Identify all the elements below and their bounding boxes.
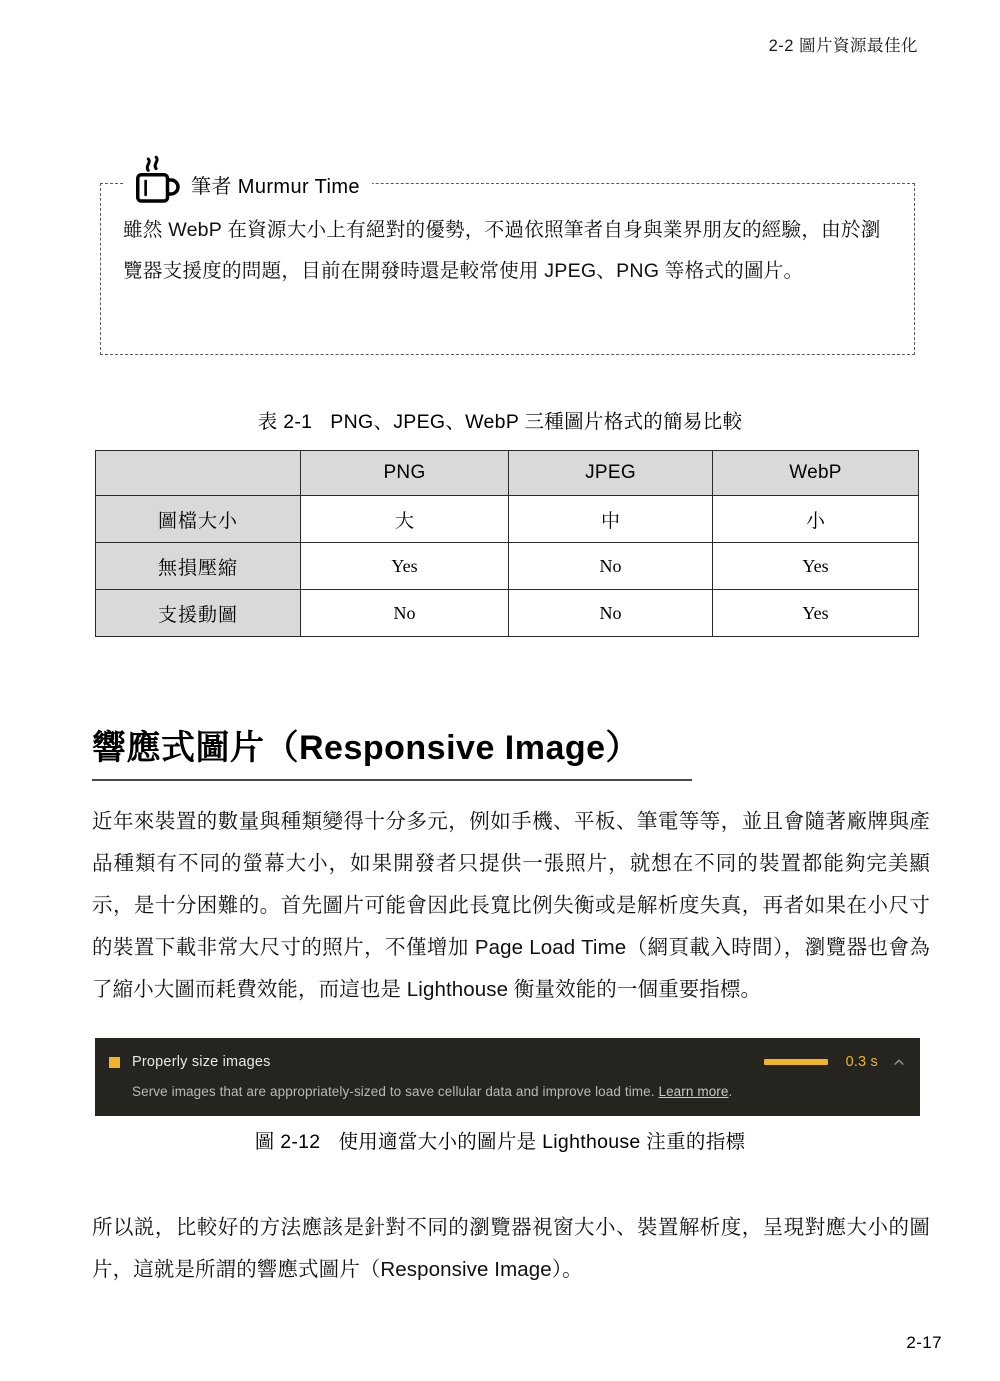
table-cell: No	[509, 543, 713, 590]
page-number: 2-17	[906, 1333, 942, 1352]
lighthouse-audit-title: Properly size images	[132, 1054, 271, 1070]
murmur-body-text: 雖然 WebP 在資源大小上有絕對的優勢，不過依照筆者自身與業界朋友的經驗，由於瀏覽器支援度的問題，目前在開發時還是較常使用 JPEG、PNG 等格式的圖片。	[123, 219, 881, 282]
lighthouse-audit-description	[132, 1084, 732, 1099]
table-row-label: 支援動圖	[96, 590, 301, 637]
table-header-row	[96, 451, 919, 496]
table-cell: Yes	[713, 590, 919, 637]
lighthouse-description-text: Serve images that are appropriately-sized to save cellular data and improve load time.	[132, 1084, 659, 1099]
murmur-callout-box	[100, 175, 915, 355]
figure-caption-text: 使用適當大小的圖片是 Lighthouse 注重的指標	[338, 1131, 746, 1153]
table-cell: Yes	[713, 543, 919, 590]
format-comparison-table	[95, 450, 919, 637]
table-cell: Yes	[301, 543, 509, 590]
table-cell: No	[509, 590, 713, 637]
table-caption-label: 表 2-1	[257, 411, 313, 433]
lighthouse-audit-header[interactable]	[95, 1048, 920, 1076]
coffee-cup-icon	[129, 160, 191, 208]
table-header-webp: WebP	[713, 451, 919, 496]
figure-caption-label: 圖 2-12	[254, 1131, 321, 1153]
warning-square-icon	[109, 1057, 120, 1068]
lighthouse-metric-value: 0.3 s	[845, 1054, 878, 1070]
table-header-jpeg: JPEG	[509, 451, 713, 496]
figure-caption	[0, 1126, 1000, 1154]
table-cell: 中	[509, 496, 713, 543]
table-row	[96, 543, 919, 590]
table-header-png: PNG	[301, 451, 509, 496]
murmur-title-group	[125, 162, 372, 206]
lighthouse-audit-panel	[95, 1038, 920, 1116]
table-row	[96, 590, 919, 637]
paragraph-intro: 近年來裝置的數量與種類變得十分多元，例如手機、平板、筆電等等，並且會隨著廠牌與產品種類有不同的螢幕大小，如果開發者只提供一張照片，就想在不同的裝置都能夠完美顯示，是十分困難的。首先圖片可能會因此長寬比例失衡或是解析度失真，再者如果在小尺寸的裝置下載非常大尺寸的照片，不僅增加 Page Load Time（網頁載入時間），瀏覽器也會為了縮小大圖而耗費效能，而這也是 Lighthouse 衡量效能的一個重要指標。	[92, 809, 930, 1001]
table-row-label: 無損壓縮	[96, 543, 301, 590]
lighthouse-description-period: .	[728, 1084, 733, 1099]
section-heading: 響應式圖片（Responsive Image）	[92, 720, 692, 781]
table-caption-text: PNG、JPEG、WebP 三種圖片格式的簡易比較	[330, 411, 743, 433]
table-row-label: 圖檔大小	[96, 496, 301, 543]
table-cell: 小	[713, 496, 919, 543]
table-corner-cell	[96, 451, 301, 496]
table-caption	[0, 406, 1000, 434]
table-row	[96, 496, 919, 543]
lighthouse-metric-group	[764, 1054, 906, 1070]
lighthouse-severity-bar	[764, 1059, 828, 1065]
learn-more-link[interactable]: Learn more	[658, 1084, 729, 1099]
paragraph-outro: 所以説，比較好的方法應該是針對不同的瀏覽器視窗大小、裝置解析度，呈現對應大小的圖片，這就是所謂的響應式圖片（Responsive Image）。	[92, 1215, 930, 1281]
murmur-title: 筆者 Murmur Time	[191, 175, 360, 198]
running-header: 2-2 圖片資源最佳化	[768, 37, 918, 55]
chevron-up-icon[interactable]	[892, 1055, 906, 1069]
table-cell: No	[301, 590, 509, 637]
table-cell: 大	[301, 496, 509, 543]
